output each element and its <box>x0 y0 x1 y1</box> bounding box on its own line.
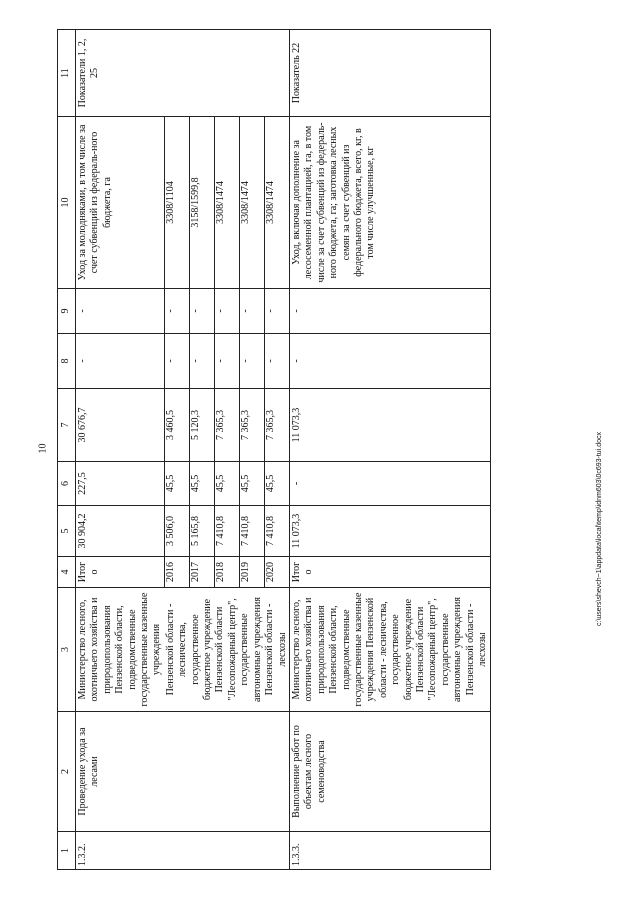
table-row <box>289 30 491 870</box>
value-cell: 7 365,3 <box>264 389 289 462</box>
value-cell: 45,5 <box>264 462 289 506</box>
value-cell: 7 365,3 <box>240 389 265 462</box>
header-row <box>58 30 76 870</box>
indicator-text: Уход за молодняками, в том числе за счет субвенций из федераль-ного бюджета, га <box>76 117 165 289</box>
total-label: Итого <box>76 557 165 588</box>
total-value: 30 904,2 <box>76 506 165 557</box>
program-table <box>57 29 491 870</box>
header-cell: 8 <box>58 334 76 389</box>
value-cell: 3 460,5 <box>165 389 190 462</box>
value-cell: 7 410,8 <box>240 506 265 557</box>
value-cell: 3158/1599,8 <box>190 117 215 289</box>
table-row <box>76 30 165 870</box>
rotated-table-wrapper <box>57 30 617 870</box>
value-cell: - <box>165 334 190 389</box>
value-cell: 45,5 <box>190 462 215 506</box>
total-value: 11 073,3 <box>289 389 491 462</box>
year-cell: 2016 <box>165 557 190 588</box>
file-path-footer: c:\users\shevch~1\appdata\local\temp\idnm603\0c693-tui.docx <box>596 432 603 626</box>
indicator-ref: Показатель 22 <box>289 30 491 117</box>
total-value: 30 676,7 <box>76 389 165 462</box>
value-cell: 5 165,8 <box>190 506 215 557</box>
value-cell: 7 365,3 <box>215 389 240 462</box>
value-cell: - <box>264 289 289 334</box>
value-cell: 7 410,8 <box>215 506 240 557</box>
value-cell: 3308/1474 <box>240 117 265 289</box>
total-value: 227,5 <box>76 462 165 506</box>
header-cell: 5 <box>58 506 76 557</box>
total-label: Итого <box>289 557 491 588</box>
value-cell: 5 120,3 <box>190 389 215 462</box>
value-cell: 45,5 <box>240 462 265 506</box>
total-value: - <box>289 462 491 506</box>
header-cell: 4 <box>58 557 76 588</box>
activity-name: Выполнение работ по объектам лесного семеноводства <box>289 712 491 832</box>
header-cell: 11 <box>58 30 76 117</box>
header-cell: 6 <box>58 462 76 506</box>
header-cell: 2 <box>58 712 76 832</box>
year-cell: 2017 <box>190 557 215 588</box>
value-cell: - <box>215 334 240 389</box>
year-cell: 2018 <box>215 557 240 588</box>
value-cell: 3308/1474 <box>215 117 240 289</box>
page-number: 10 <box>37 443 49 454</box>
value-cell: 3 506,0 <box>165 506 190 557</box>
header-cell: 1 <box>58 832 76 870</box>
value-cell: - <box>215 289 240 334</box>
value-cell: - <box>240 289 265 334</box>
value-cell: - <box>165 289 190 334</box>
value-cell: - <box>190 289 215 334</box>
value-cell: 3308/1474 <box>264 117 289 289</box>
total-value: - <box>76 334 165 389</box>
value-cell: 45,5 <box>215 462 240 506</box>
header-cell: 10 <box>58 117 76 289</box>
row-number: 1.3.3. <box>289 832 491 870</box>
executor-text: Министерство лесного, охотничьего хозяйства и природопользования Пензенской области, подведомственные государственные казенные учреждения Пензенской области - лесничества, государственное бюджетное учреждение Пензенской области "Лесопожарный центр", государственные автономные учреждения Пензенской области - лесхозы <box>289 588 491 712</box>
indicator-ref: Показатели 1, 2, 25 <box>76 30 290 117</box>
value-cell: 3308/1104 <box>165 117 190 289</box>
value-cell: 45,5 <box>165 462 190 506</box>
header-cell: 7 <box>58 389 76 462</box>
header-cell: 3 <box>58 588 76 712</box>
value-cell: - <box>264 334 289 389</box>
value-cell: - <box>190 334 215 389</box>
row-number: 1.3.2. <box>76 832 290 870</box>
year-cell: 2019 <box>240 557 265 588</box>
activity-name: Проведение ухода за лесами <box>76 712 290 832</box>
executor-text: Министерство лесного, охотничьего хозяйства и природопользования Пензенской области, подведомственные государственные казенные учреждения <box>76 588 165 712</box>
total-value: - <box>289 334 491 389</box>
value-cell: 7 410,8 <box>264 506 289 557</box>
value-cell: - <box>240 334 265 389</box>
year-cell: 2020 <box>264 557 289 588</box>
total-value: 11 073,3 <box>289 506 491 557</box>
header-cell: 9 <box>58 289 76 334</box>
executor-text: Пензенской области - лесничества, государственное бюджетное учреждение Пензенской области "Лесопожарный центр", государственные автономные учреждения Пензенской области - лесхозы <box>165 588 290 712</box>
total-value: - <box>76 289 165 334</box>
total-value: - <box>289 289 491 334</box>
indicator-text: Уход, включая дополнение за лесосеменной плантацией, га, в том числе за счет субвенций из федераль-ного бюджета, га; заготовка лесных семян за счет субвенций из федерального бюджета, всего, кг, в том числе улучшенные, кг <box>289 117 491 289</box>
